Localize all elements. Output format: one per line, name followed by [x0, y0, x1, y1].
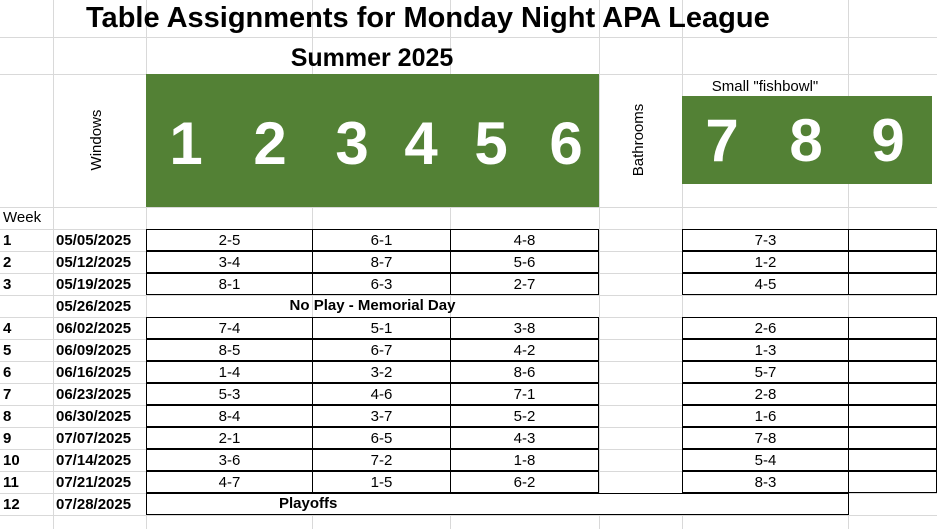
assignment-cell [848, 383, 937, 405]
main-tables-block [146, 74, 599, 207]
assignment-cell: 4-2 [450, 339, 599, 361]
assignment-cell: 6-2 [450, 471, 599, 493]
sheet-title [0, 0, 937, 36]
assignment-cell: 1-8 [450, 449, 599, 471]
table-row [0, 383, 937, 405]
sheet-subtitle: Summer 2025 [290, 44, 454, 72]
assignment-cell: 3-7 [312, 405, 451, 427]
week-number: 10 [3, 452, 20, 469]
assignment-cell: 5-3 [146, 383, 313, 405]
assignment-cell: 3-6 [146, 449, 313, 471]
table-number: 3 [335, 110, 369, 177]
assignment-cell: 8-1 [146, 273, 313, 295]
assignment-cell: 6-5 [312, 427, 451, 449]
gridline [0, 515, 937, 516]
assignment-cell: 6-1 [312, 229, 451, 251]
assignment-cell: 4-8 [450, 229, 599, 251]
assignment-cell [848, 229, 937, 251]
assignment-cell [848, 339, 937, 361]
assignment-cell: 8-3 [682, 471, 849, 493]
table-number: 9 [871, 107, 905, 174]
assignment-cell: 8-5 [146, 339, 313, 361]
week-date: 07/21/2025 [56, 474, 132, 491]
assignment-cell: 1-4 [146, 361, 313, 383]
table-number: 8 [789, 107, 823, 174]
assignment-cell: 4-5 [682, 273, 849, 295]
assignment-cell: 8-4 [146, 405, 313, 427]
week-number: 5 [3, 342, 12, 359]
assignment-cell: 3-4 [146, 251, 313, 273]
table-row [0, 317, 937, 339]
assignment-cell: 5-4 [682, 449, 849, 471]
assignment-cell: 1-5 [312, 471, 451, 493]
week-date: 07/07/2025 [56, 430, 132, 447]
week-number: 1 [3, 232, 12, 249]
week-date: 05/05/2025 [56, 232, 132, 249]
table-row [0, 449, 937, 471]
table-row [0, 251, 937, 273]
assignment-cell [848, 427, 937, 449]
assignment-cell: 1-6 [682, 405, 849, 427]
assignment-cell: 1-2 [682, 251, 849, 273]
week-number: 12 [3, 496, 20, 513]
assignment-cell [848, 317, 937, 339]
table-row [0, 427, 937, 449]
assignment-cell: 5-1 [312, 317, 451, 339]
assignment-cell: 4-7 [146, 471, 313, 493]
assignment-cell: 2-8 [682, 383, 849, 405]
week-number: 2 [3, 254, 12, 271]
table-row [0, 339, 937, 361]
assignment-cell: 5-2 [450, 405, 599, 427]
table-number: 1 [169, 110, 203, 177]
windows-label: Windows [88, 109, 105, 171]
small-tables-block [682, 96, 932, 184]
assignment-cell [848, 471, 937, 493]
table-row [0, 405, 937, 427]
title-text: Table Assignments for Monday Night APA League [86, 2, 770, 34]
week-number: 6 [3, 364, 12, 381]
week-number: 7 [3, 386, 12, 403]
assignment-cell: 2-5 [146, 229, 313, 251]
week-date: 06/23/2025 [56, 386, 132, 403]
assignment-cell: 2-1 [146, 427, 313, 449]
table-number: 2 [253, 110, 287, 177]
assignment-cell [848, 405, 937, 427]
assignment-cell: 6-3 [312, 273, 451, 295]
week-date: 06/16/2025 [56, 364, 132, 381]
week-header: Week [3, 209, 42, 226]
assignment-cell: 5-7 [682, 361, 849, 383]
week-number: 9 [3, 430, 12, 447]
table-number: 5 [474, 110, 508, 177]
week-date: 06/02/2025 [56, 320, 132, 337]
week-number: 11 [3, 474, 19, 491]
table-row [0, 295, 937, 317]
assignment-cell: 2-7 [450, 273, 599, 295]
table-row [0, 493, 937, 515]
week-number: 4 [3, 320, 12, 337]
assignment-cell: 7-2 [312, 449, 451, 471]
gridline [0, 207, 937, 208]
week-date: 06/30/2025 [56, 408, 132, 425]
assignment-cell: 4-3 [450, 427, 599, 449]
table-row [0, 273, 937, 295]
week-date: 06/09/2025 [56, 342, 132, 359]
assignment-cell: 3-8 [450, 317, 599, 339]
table-row [0, 361, 937, 383]
assignment-cell: 7-1 [450, 383, 599, 405]
assignment-cell: 2-6 [682, 317, 849, 339]
week-date: 05/19/2025 [56, 276, 132, 293]
assignment-cell: 7-3 [682, 229, 849, 251]
gridline [0, 37, 937, 38]
no-play-note: No Play - Memorial Day [289, 297, 456, 314]
bathrooms-label: Bathrooms [630, 103, 647, 177]
playoffs-label: Playoffs [279, 495, 338, 512]
assignment-cell: 8-6 [450, 361, 599, 383]
week-number: 8 [3, 408, 12, 425]
assignment-cell [848, 251, 937, 273]
table-number: 6 [549, 110, 583, 177]
playoffs-cell [146, 493, 849, 515]
assignment-cell: 7-4 [146, 317, 313, 339]
assignment-cell [848, 273, 937, 295]
assignment-cell: 4-6 [312, 383, 451, 405]
small-fishbowl-label: Small "fishbowl" [711, 78, 819, 95]
assignment-cell: 8-7 [312, 251, 451, 273]
assignment-cell: 7-8 [682, 427, 849, 449]
table-row [0, 471, 937, 493]
table-row [0, 229, 937, 251]
week-date: 07/14/2025 [56, 452, 132, 469]
table-number: 7 [705, 107, 739, 174]
assignment-cell: 1-3 [682, 339, 849, 361]
assignment-cell: 3-2 [312, 361, 451, 383]
week-number: 3 [3, 276, 12, 293]
week-date: 05/26/2025 [56, 298, 132, 315]
assignment-cell [848, 361, 937, 383]
assignment-cell: 5-6 [450, 251, 599, 273]
week-date: 05/12/2025 [56, 254, 132, 271]
table-number: 4 [404, 110, 438, 177]
assignment-cell: 6-7 [312, 339, 451, 361]
week-date: 07/28/2025 [56, 496, 132, 513]
assignment-cell [848, 449, 937, 471]
